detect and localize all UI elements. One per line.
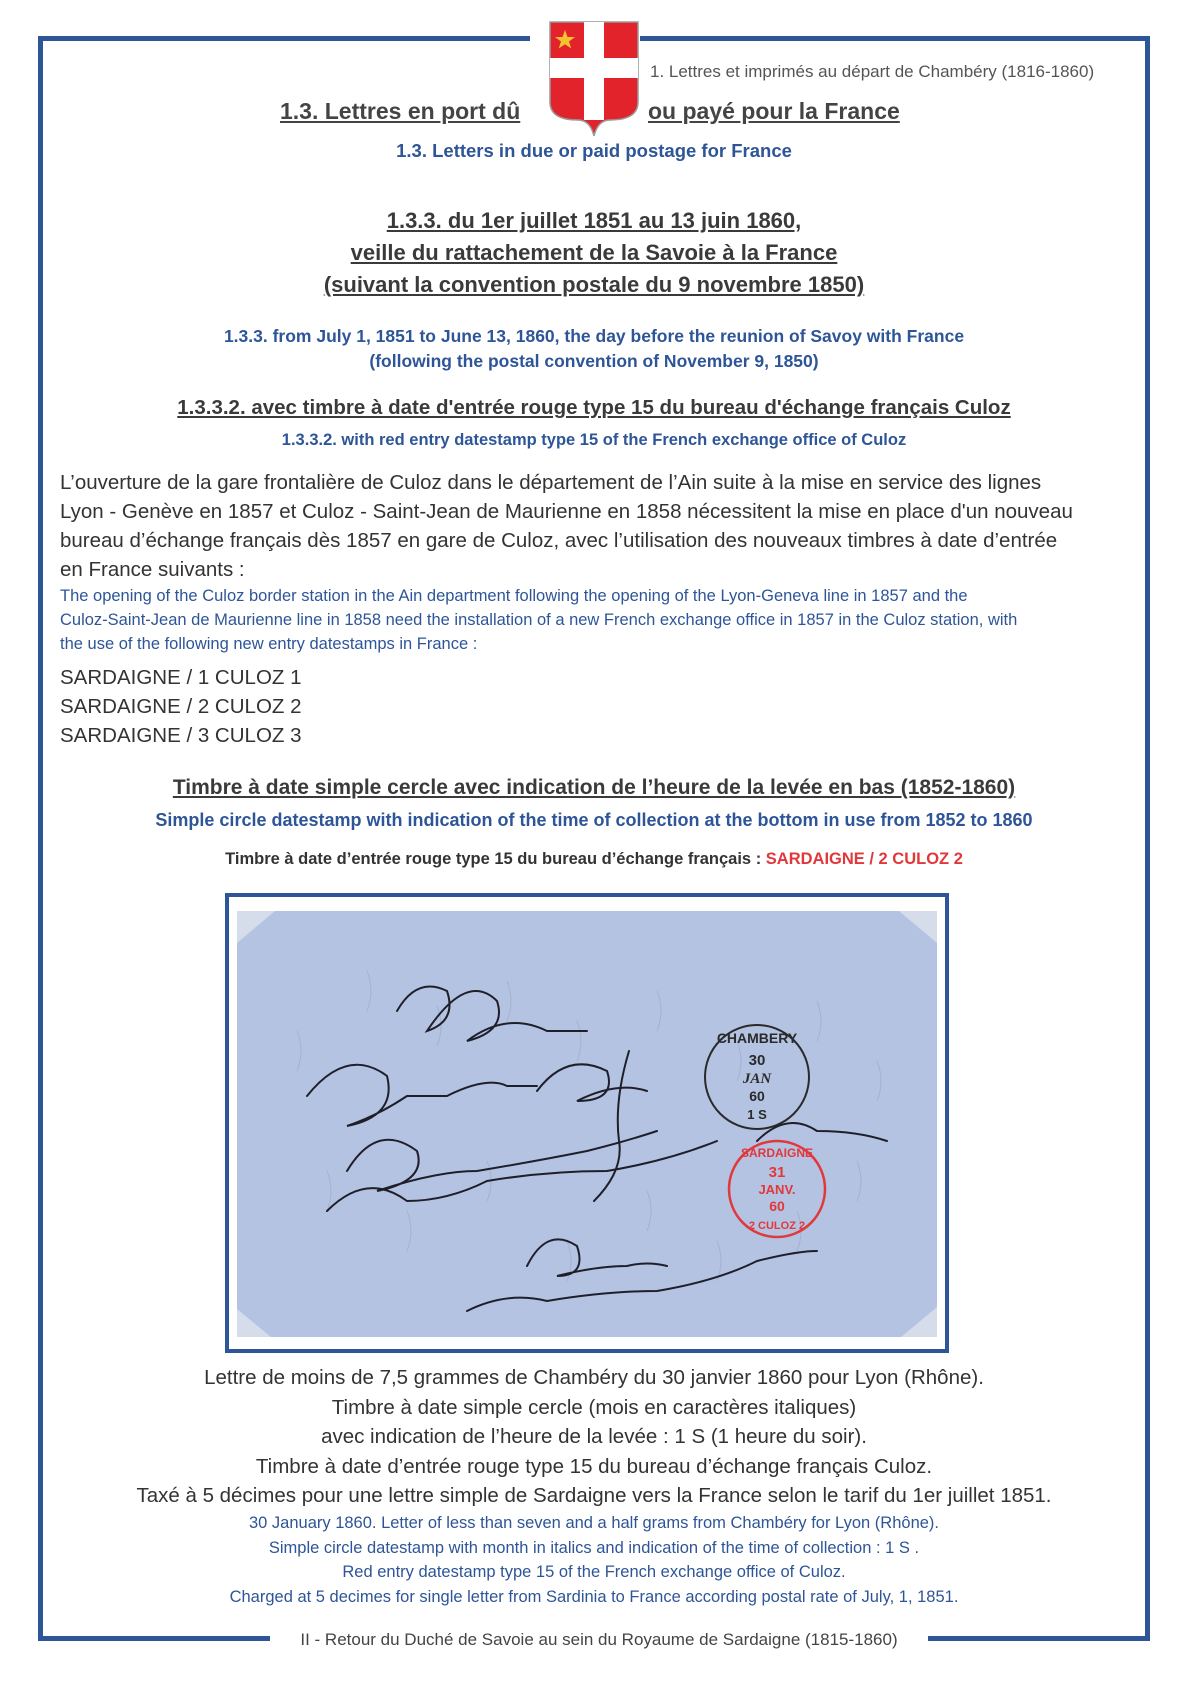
intro-fr-line: L’ouverture de la gare frontalière de Culoz dans le département de l’Ain suite à la mise en service des lignes <box>60 471 1042 494</box>
red-stamp-bottom: 2 CULOZ 2 <box>748 1220 806 1232</box>
black-stamp-top: CHAMBERY <box>716 1030 798 1046</box>
page-title-left: 1.3. Lettres en port dû <box>280 98 521 124</box>
letter-cover <box>237 911 937 1337</box>
caption-en-line: 30 January 1860. Letter of less than seven and a half grams from Chambéry for Lyon (Rhône). <box>248 1514 939 1532</box>
section-english-line-1: 1.3.3. from July 1, 1851 to June 13, 1860, the day before the reunion of Savoy with France <box>223 326 965 346</box>
caption-fr-line: Timbre à date d’entrée rouge type 15 du bureau d’échange français Culoz. <box>255 1454 933 1478</box>
page-title-english: 1.3. Letters in due or paid postage for France <box>396 140 792 161</box>
intro-paragraph-fr <box>60 468 1135 584</box>
caption-en-line: Simple circle datestamp with month in italics and indication of the time of collection : 1 S . <box>268 1538 920 1557</box>
frame-top-right <box>640 36 1150 41</box>
section-heading-line-1: 1.3.3. du 1er juillet 1851 au 13 juin 1860, <box>386 208 802 233</box>
red-stamp-month: JANV. <box>758 1182 796 1197</box>
caption-fr-line: avec indication de l’heure de la levée : 1 S (1 heure du soir). <box>321 1425 867 1448</box>
list-item: SARDAIGNE / 2 CULOZ 2 <box>60 695 302 718</box>
frame-bottom-right <box>928 1636 1150 1641</box>
subsection-english: 1.3.3.2. with red entry datestamp type 15 of the French exchange office of Culoz <box>281 431 907 449</box>
cover-drawing <box>237 911 937 1337</box>
red-stamp-day: 31 <box>768 1164 786 1181</box>
red-stamp-year: 60 <box>769 1198 785 1214</box>
intro-fr-line: bureau d’échange français dès 1857 en gare de Culoz, avec l’utilisation des nouveaux timbres à date d’entrée <box>60 529 1058 552</box>
frame-right <box>1145 36 1150 1641</box>
caption-en-line: Red entry datestamp type 15 of the French exchange office of Culoz. <box>342 1563 846 1581</box>
red-stamp-top: SARDAIGNE <box>740 1146 814 1160</box>
list-item: SARDAIGNE / 1 CULOZ 1 <box>60 666 302 689</box>
datestamp-heading: Timbre à date simple cercle avec indication de l’heure de la levée en bas (1852-1860) <box>172 776 1016 799</box>
entry-datestamp-value: SARDAIGNE / 2 CULOZ 2 <box>765 850 963 868</box>
page-title-right: ou payé pour la France <box>648 98 900 124</box>
black-stamp-year: 60 <box>749 1088 765 1104</box>
frame-top-left <box>38 36 530 41</box>
intro-fr-line: en France suivants : <box>60 558 245 581</box>
section-heading-line-2: veille du rattachement de la Savoie à la France <box>350 240 838 265</box>
intro-en-line: The opening of the Culoz border station in the Ain department following the opening of the Lyon-Geneva line in 1857 and the <box>60 587 968 605</box>
intro-paragraph-en <box>60 584 1135 656</box>
black-stamp-month: JAN <box>742 1071 772 1087</box>
savoy-shield-icon <box>548 20 640 138</box>
cover-photo <box>225 893 949 1353</box>
caption-fr-line: Lettre de moins de 7,5 grammes de Chambéry du 30 janvier 1860 pour Lyon (Rhône). <box>204 1366 984 1389</box>
black-stamp-day: 30 <box>748 1052 766 1069</box>
chapter-header: 1. Lettres et imprimés au départ de Chambéry (1816-1860) <box>650 62 1095 81</box>
intro-en-line: Culoz-Saint-Jean de Maurienne line in 1858 need the installation of a new French exchange office in 1857 in the Culoz station, with <box>60 611 1018 629</box>
caption-fr <box>43 1363 1145 1511</box>
black-stamp-time: 1 S <box>747 1107 767 1122</box>
entry-datestamp-line <box>43 850 1145 869</box>
section-english-line-2: (following the postal convention of November 9, 1850) <box>369 351 819 371</box>
caption-en <box>43 1511 1145 1609</box>
frame-bottom-left <box>38 1636 270 1641</box>
section-heading-line-3: (suivant la convention postale du 9 novembre 1850) <box>323 272 865 297</box>
datestamp-english: Simple circle datestamp with indication of the time of collection at the bottom in use from 1852 to 1860 <box>155 810 1033 830</box>
entry-datestamp-label: Timbre à date d’entrée rouge type 15 du bureau d’échange français : <box>225 850 766 868</box>
caption-en-line: Charged at 5 decimes for single letter from Sardinia to France according postal rate of July, 1, 1851. <box>229 1587 959 1606</box>
subsection-heading: 1.3.3.2. avec timbre à date d'entrée rouge type 15 du bureau d'échange français Culoz <box>177 396 1011 419</box>
caption-fr-line: Taxé à 5 décimes pour une lettre simple de Sardaigne vers la France selon le tarif du 1er juillet 1851. <box>136 1484 1052 1507</box>
list-item: SARDAIGNE / 3 CULOZ 3 <box>60 724 302 747</box>
intro-en-line: the use of the following new entry datestamps in France : <box>60 635 478 653</box>
page-footer: II - Retour du Duché de Savoie au sein du Royaume de Sardaigne (1815-1860) <box>300 1630 898 1649</box>
caption-fr-line: Timbre à date simple cercle (mois en caractères italiques) <box>331 1395 857 1419</box>
intro-fr-line: Lyon - Genève en 1857 et Culoz - Saint-Jean de Maurienne en 1858 nécessitent la mise en place d'un nouveau <box>60 500 1073 523</box>
